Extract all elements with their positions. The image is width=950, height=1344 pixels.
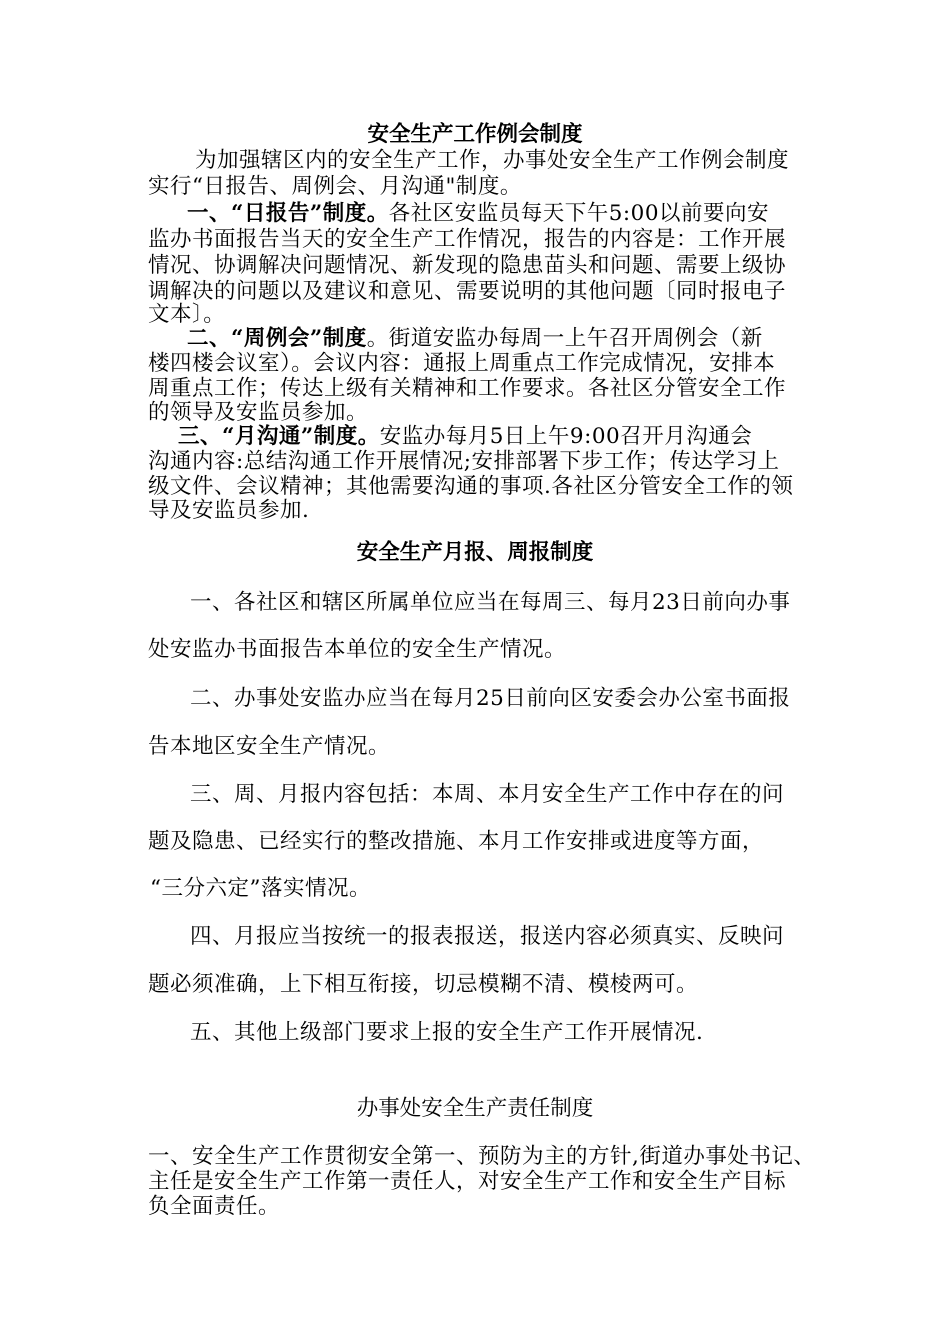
paragraph-line: 题及隐患、已经实行的整改措施、本月工作安排或进度等方面， <box>148 829 765 854</box>
paragraph-line: 三、周、月报内容包括：本周、本月安全生产工作中存在的问 <box>190 782 785 807</box>
paragraph-line: 调解决的问题以及建议和意见、需要说明的其他问题〔同时报电子 <box>148 279 787 304</box>
paragraph-line: 沟通内容:总结沟通工作开展情况;安排部署下步工作；传达学习上 <box>148 449 780 474</box>
intro-line: 为加强辖区内的安全生产工作，办事处安全生产工作例会制度 <box>195 148 790 173</box>
paragraph-line: 一、各社区和辖区所属单位应当在每周三、每月23日前向办事 <box>190 590 791 615</box>
paragraph-line: “三分六定”落实情况。 <box>150 876 371 901</box>
paragraph-line: 一、安全生产工作贯彻安全第一、预防为主的方针,街道办事处书记、 <box>148 1144 816 1169</box>
item-heading: 二、“周例会”制度 <box>187 326 367 351</box>
item-heading: 三、“月沟通”制度。 <box>178 424 380 449</box>
intro-line: 实行“日报告、周例会、月沟通"制度。 <box>148 174 522 199</box>
paragraph-line: 负全面责任。 <box>148 1194 281 1219</box>
section-title: 安全生产工作例会制度 <box>367 122 583 147</box>
paragraph-line <box>187 326 763 352</box>
paragraph-line: 监办书面报告当天的安全生产工作情况，报告的内容是：工作开展 <box>148 227 787 252</box>
paragraph-line: 告本地区安全生产情况。 <box>148 734 391 759</box>
paragraph-line: 处安监办书面报告本单位的安全生产情况。 <box>148 637 567 662</box>
paragraph-line: 情况、协调解决问题情况、新发现的隐患苗头和问题、需要上级协 <box>148 253 787 278</box>
paragraph-line <box>178 424 752 450</box>
paragraph-line: 主任是安全生产工作第一责任人，对安全生产工作和安全生产目标 <box>148 1169 787 1194</box>
paragraph-line: 楼四楼会议室）。会议内容：通报上周重点工作完成情况，安排本 <box>148 351 776 376</box>
paragraph-line <box>187 201 769 227</box>
item-text: 。街道安监办每周一上午召开周例会（新 <box>366 326 763 351</box>
paragraph-line: 二、办事处安监办应当在每月25日前向区安委会办公室书面报 <box>190 686 791 711</box>
paragraph-line: 四、月报应当按统一的报表报送，报送内容必须真实、反映问 <box>190 924 785 949</box>
paragraph-line: 级文件、会议精神；其他需要沟通的事项.各社区分管安全工作的领 <box>148 474 794 499</box>
paragraph-line: 导及安监员参加. <box>148 498 310 523</box>
paragraph-line: 的领导及安监员参加。 <box>148 400 369 425</box>
section-title: 办事处安全生产责任制度 <box>356 1096 594 1121</box>
item-heading: 一、“日报告”制度。 <box>187 201 389 226</box>
item-text: 各社区安监员每天下午5:00以前要向安 <box>388 201 770 226</box>
item-text: 安监办每月5日上午9:00召开月沟通会 <box>379 424 753 449</box>
paragraph-line: 题必须准确，上下相互衔接，切忌模糊不清、模棱两可。 <box>148 972 699 997</box>
paragraph-line: 五、其他上级部门要求上报的安全生产工作开展情况. <box>190 1020 704 1045</box>
paragraph-line: 文本〕。 <box>148 302 226 327</box>
section-title: 安全生产月报、周报制度 <box>356 540 594 565</box>
paragraph-line: 周重点工作；传达上级有关精神和工作要求。各社区分管安全工作 <box>148 376 787 401</box>
